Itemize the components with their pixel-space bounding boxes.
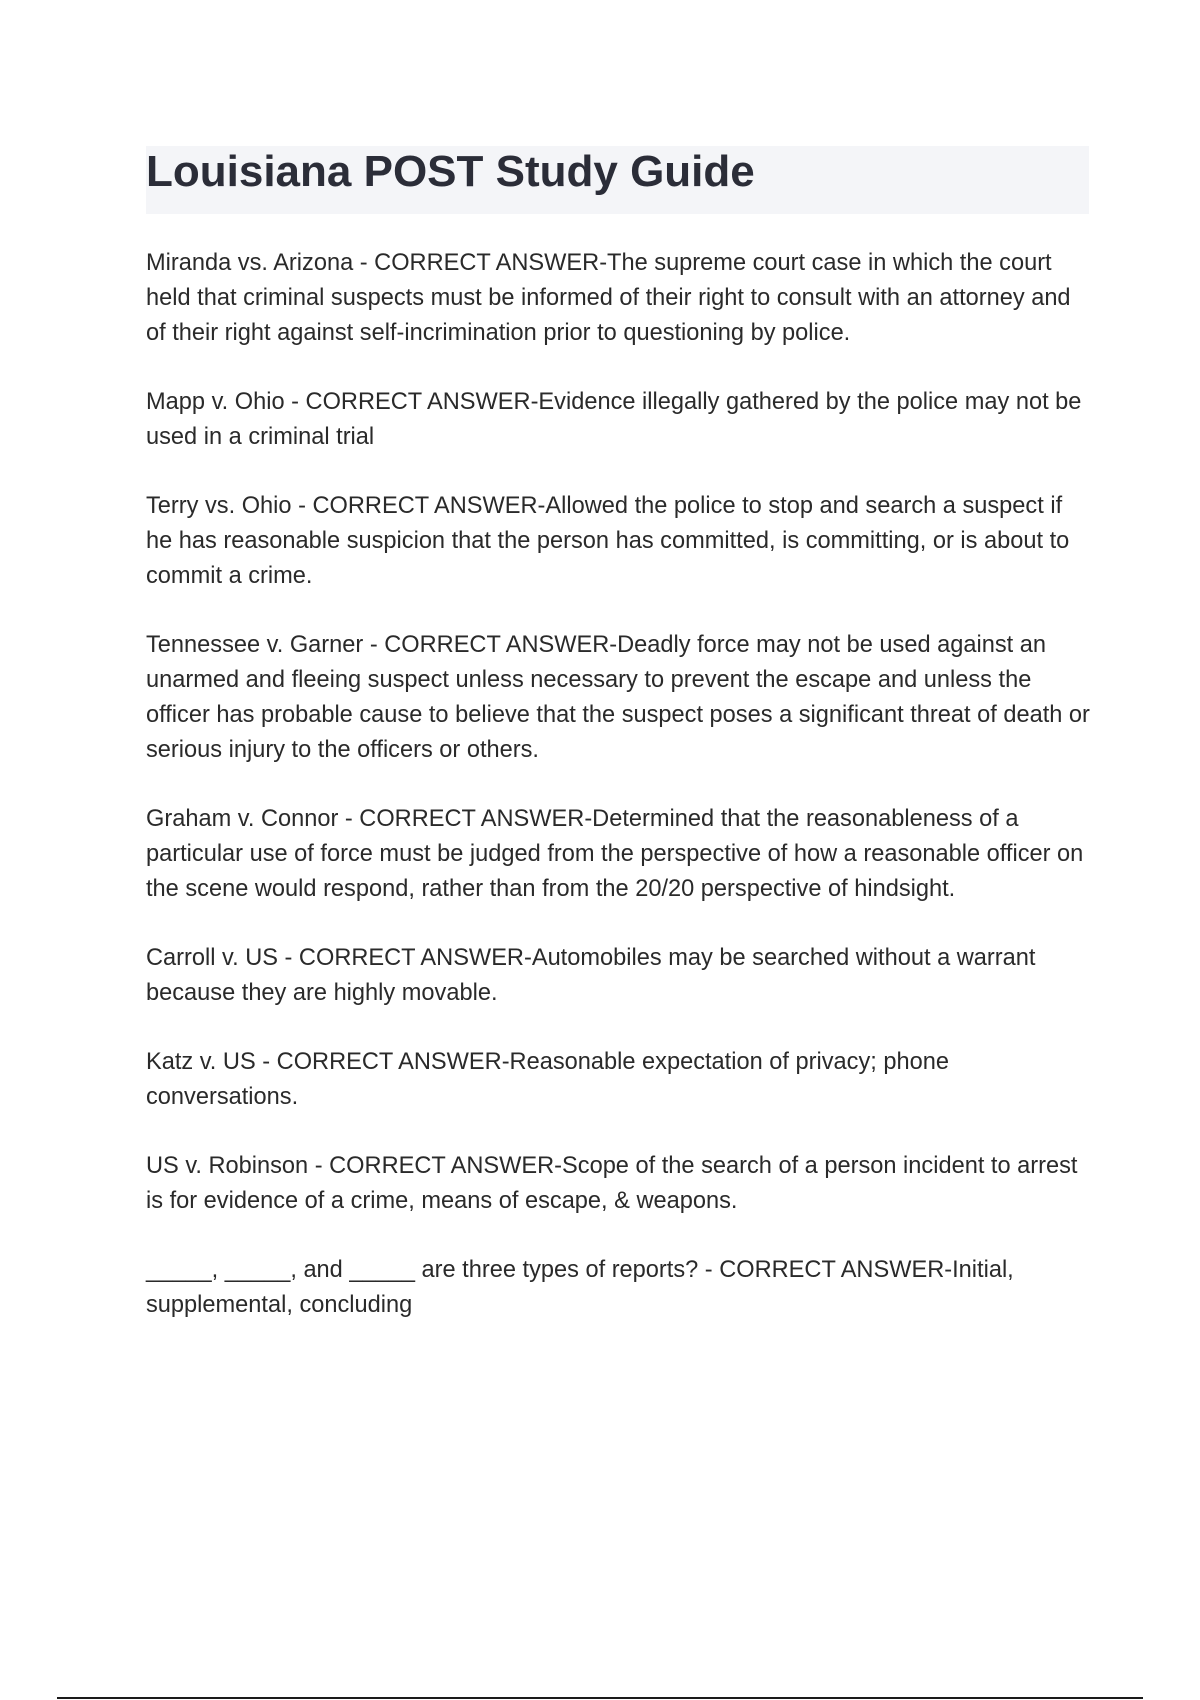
study-entry-terry: Terry vs. Ohio - CORRECT ANSWER-Allowed the police to stop and search a suspect if he has reasonable suspicion that the person has committed, is committing, or is about to commit a crime. <box>146 493 1070 589</box>
study-entry-garner: Tennessee v. Garner - CORRECT ANSWER-Deadly force may not be used against an unarmed and fleeing suspect unless necessary to prevent the escape and unless the officer has probable cause to believe that the suspect poses a significant threat of death or serious injury to the officers or others. <box>146 632 1090 763</box>
study-entry-carroll: Carroll v. US - CORRECT ANSWER-Automobiles may be searched without a warrant because they are highly movable. <box>146 945 1036 1006</box>
study-entry-graham: Graham v. Connor - CORRECT ANSWER-Determined that the reasonableness of a particular use of force must be judged from the perspective of how a reasonable officer on the scene would respond, rather than from the 20/20 perspective of hindsight. <box>146 806 1084 902</box>
study-entry-report-types: _____, _____, and _____ are three types of reports? - CORRECT ANSWER-Initial, supplemental, concluding <box>146 1257 1014 1318</box>
study-entries <box>146 246 1092 1357</box>
page-title: Louisiana POST Study Guide <box>146 147 755 196</box>
study-entry-miranda: Miranda vs. Arizona - CORRECT ANSWER-The supreme court case in which the court held that criminal suspects must be informed of their right to consult with an attorney and of their right against self-incrimination prior to questioning by police. <box>146 250 1071 346</box>
footer-divider <box>57 1697 1143 1699</box>
study-entry-mapp: Mapp v. Ohio - CORRECT ANSWER-Evidence illegally gathered by the police may not be used in a criminal trial <box>146 389 1082 450</box>
study-entry-katz: Katz v. US - CORRECT ANSWER-Reasonable expectation of privacy; phone conversations. <box>146 1049 949 1110</box>
study-entry-robinson: US v. Robinson - CORRECT ANSWER-Scope of the search of a person incident to arrest is for evidence of a crime, means of escape, & weapons. <box>146 1153 1078 1214</box>
